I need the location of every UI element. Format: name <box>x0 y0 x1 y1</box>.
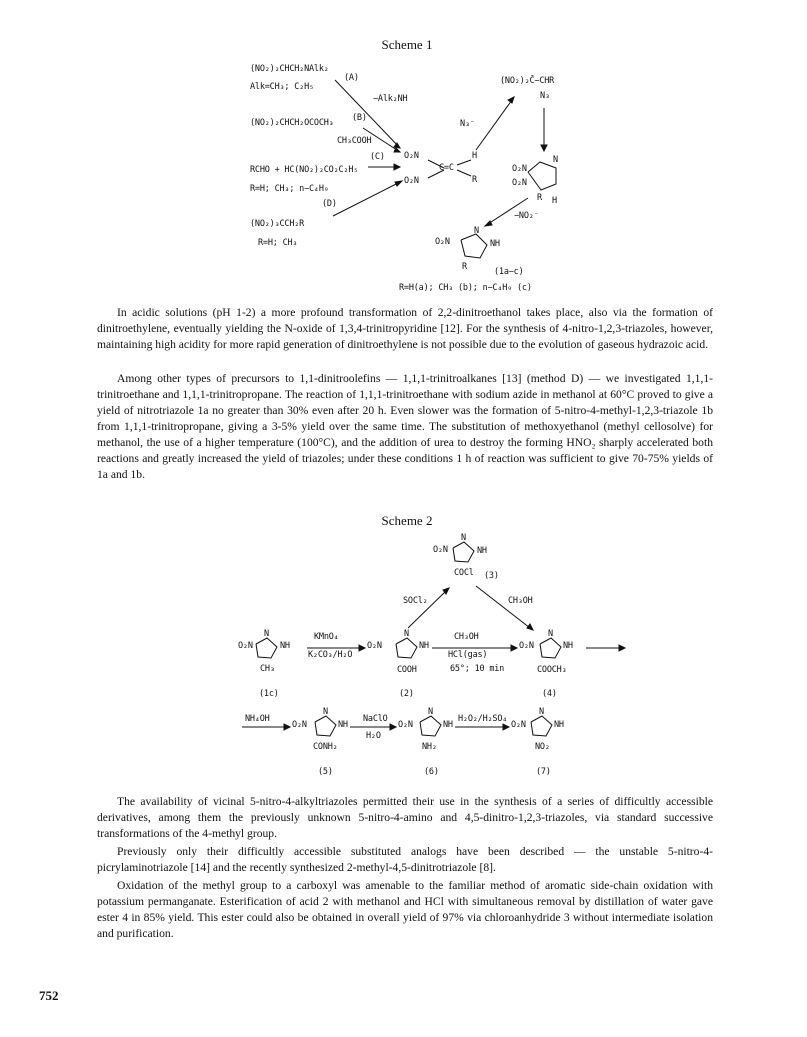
cmpd7-no2: NO₂ <box>535 742 550 752</box>
naclo-reagent: NaClO <box>363 714 388 724</box>
cmpd2-n: N <box>404 629 409 639</box>
cmpd7-n: N <box>539 707 544 717</box>
olefin-c: C=C <box>439 163 454 173</box>
page-number: 752 <box>39 988 59 1003</box>
azide-adduct-n3: N₃ <box>540 91 550 101</box>
cmpd5-conh2: CONH₂ <box>313 742 338 752</box>
cmpd4-cooch3: COOCH₃ <box>537 665 567 675</box>
olefin-o2n-top: O₂N <box>404 151 419 161</box>
azide-adduct-formula: (NO₂)₂C̄−CHR <box>500 76 555 86</box>
intermediate-o2n-2: O₂N <box>512 178 527 188</box>
method-a-label: (A) <box>344 73 359 83</box>
cmpd4-n: N <box>548 629 553 639</box>
triazole-1-o2n: O₂N <box>435 237 450 247</box>
cmpd4-o2n: O₂N <box>519 641 534 651</box>
water-reagent: H₂O <box>366 731 381 741</box>
minus-nitrite: −NO₂⁻ <box>514 211 539 221</box>
cmpd1c-nh: NH <box>280 641 290 651</box>
cmpd2-label: (2) <box>399 689 414 699</box>
cmpd5-nh: NH <box>338 720 348 730</box>
nh4oh-reagent: NH₄OH <box>245 714 270 724</box>
cmpd3-cocl: COCl <box>454 568 474 578</box>
cmpd5-n: N <box>323 707 328 717</box>
cmpd1c-o2n: O₂N <box>238 641 253 651</box>
paragraph-3: The availability of vicinal 5-nitro-4-alkyltriazoles permitted their use in the synthesis of a series of difficultly accessible derivatives, among them the previously unknown 5-nitro-4-amino and 4,5-dinitro-1,2,3-triazoles, via standard successive transformations of the 4-methyl group. <box>97 795 713 840</box>
compound-label-1a-c: (1a−c) <box>494 267 524 277</box>
precursor-c-formula: RCHO + HC(NO₂)₂CO₂C₂H₅ <box>250 165 359 175</box>
cmpd2-o2n: O₂N <box>367 641 382 651</box>
paragraph-5: Oxidation of the methyl group to a carboxyl was amenable to the familiar method of aromatic side-chain oxidation with potassium permanganate. Esterification of acid 2 with methanol and HCl with simultaneous removal by distillation of water gave ester 4 in 85% yield. This ester could also be obtained in overall yield of 97% via chloroanhydride 3 without intermediate isolation and purification. <box>97 879 713 940</box>
cmpd1c-label: (1c) <box>259 689 279 699</box>
scheme-2-title: Scheme 2 <box>381 513 433 528</box>
hcl-gas-reagent: HCl(gas) <box>448 650 488 660</box>
olefin-o2n-bottom: O₂N <box>404 176 419 186</box>
cmpd7-nh: NH <box>554 720 564 730</box>
cmpd6-n: N <box>428 707 433 717</box>
triazole-1-n: N <box>474 226 479 236</box>
paragraph-2: Among other types of precursors to 1,1-dinitroolefins — 1,1,1-trinitroalkanes [13] (method D) — we investigated 1,1,1-trinitroethane and 1,1,1-trinitropropane. The reaction of 1,1,1-trinitroethane with sodium azide in methanol at 60°C proved to give a yield of nitrotriazole 1a no greater than 30% even after 20 h. Even slower was the formation of 5-nitro-4-methyl-1,2,3-triazole 1b from 1,1,1-trinitropropane, giving a 3-5% yield over the same time. The substitution of methoxyethanol (methyl cellosolve) for methanol, the use of a higher temperature (100°C), and the addition of urea to destroy the forming HNO₂ sharply accelerated both reactions and greatly increased the yield of triazoles; under these conditions 1 h of reaction was sufficient to give 70-75% yields of 1a and 1b. <box>97 372 713 481</box>
paragraph-1: In acidic solutions (pH 1-2) a more profound transformation of 2,2-dinitroethanol takes place, also via the formation of dinitroethylene, eventually yielding the N-oxide of 1,3,4-trinitropyridine [12]. For the synthesis of 4-nitro-1,2,3-triazoles, however, maintaining high acidity for more rapid generation of dinitroethylene is not possible due to the evolution of gaseous hydrazoic acid. <box>97 306 713 351</box>
cmpd6-label: (6) <box>424 767 439 777</box>
intermediate-n: N <box>553 155 558 165</box>
acetic-acid: CH₃COOH <box>337 136 372 146</box>
scheme-1-title: Scheme 1 <box>381 37 433 52</box>
method-c-label: (C) <box>370 152 385 162</box>
precursor-d-formula: (NO₂)₃CCH₂R <box>250 219 305 229</box>
k2co3-reagent: K₂CO₃/H₂O <box>308 650 353 660</box>
cmpd3-n: N <box>461 533 466 543</box>
cmpd3-nh: NH <box>477 546 487 556</box>
azide-reagent: N₃⁻ <box>460 119 475 129</box>
temperature-time: 65°; 10 min <box>450 664 505 674</box>
precursor-a-formula: (NO₂)₂CHCH₂NAlk₂ <box>250 64 329 74</box>
intermediate-h: H <box>552 196 557 206</box>
method-b-label: (B) <box>352 113 367 123</box>
r-definition: R=H(a); CH₃ (b); n−C₄H₉ (c) <box>399 283 532 293</box>
minus-alk2nh: −Alk₂NH <box>373 94 408 104</box>
paragraph-4: Previously only their difficultly accessible substituted analogs have been described — the unstable 5-nitro-4-picrylaminotriazole [14] and the recently synthesized 2-methyl-4,5-dinitrotriazole [8]. <box>97 845 713 874</box>
cmpd1c-ch3: CH₃ <box>260 664 275 674</box>
cmpd3-label: (3) <box>484 571 499 581</box>
cmpd5-label: (5) <box>318 767 333 777</box>
precursor-a-alk: Alk=CH₃; C₂H₅ <box>250 82 314 92</box>
cmpd7-o2n: O₂N <box>511 720 526 730</box>
triazole-1-nh: NH <box>490 239 500 249</box>
precursor-c-r: R=H; CH₃; n−C₄H₉ <box>250 184 329 194</box>
ch3oh-reagent-right: CH₃OH <box>508 596 533 606</box>
cmpd2-cooh: COOH <box>397 665 417 675</box>
cmpd7-label: (7) <box>536 767 551 777</box>
olefin-h: H <box>472 151 477 161</box>
precursor-b-formula: (NO₂)₂CHCH₂OCOCH₃ <box>250 118 334 128</box>
cmpd6-o2n: O₂N <box>398 720 413 730</box>
intermediate-o2n-1: O₂N <box>512 164 527 174</box>
triazole-1-r: R <box>462 262 467 272</box>
method-d-label: (D) <box>322 199 337 209</box>
cmpd5-o2n: O₂N <box>292 720 307 730</box>
cmpd6-nh: NH <box>443 720 453 730</box>
socl2-reagent: SOCl₂ <box>403 596 428 606</box>
olefin-r: R <box>472 175 477 185</box>
cmpd1c-n: N <box>264 629 269 639</box>
cmpd4-nh: NH <box>563 641 573 651</box>
cmpd2-nh: NH <box>419 641 429 651</box>
cmpd6-nh2: NH₂ <box>422 742 437 752</box>
precursor-d-r: R=H; CH₃ <box>258 238 298 248</box>
h2o2-h2so4-reagent: H₂O₂/H₂SO₄ <box>458 714 508 724</box>
cmpd4-label: (4) <box>542 689 557 699</box>
ch3oh-reagent: CH₃OH <box>454 632 479 642</box>
cmpd3-o2n: O₂N <box>433 545 448 555</box>
kmno4-reagent: KMnO₄ <box>314 632 339 642</box>
intermediate-r: R <box>537 193 542 203</box>
